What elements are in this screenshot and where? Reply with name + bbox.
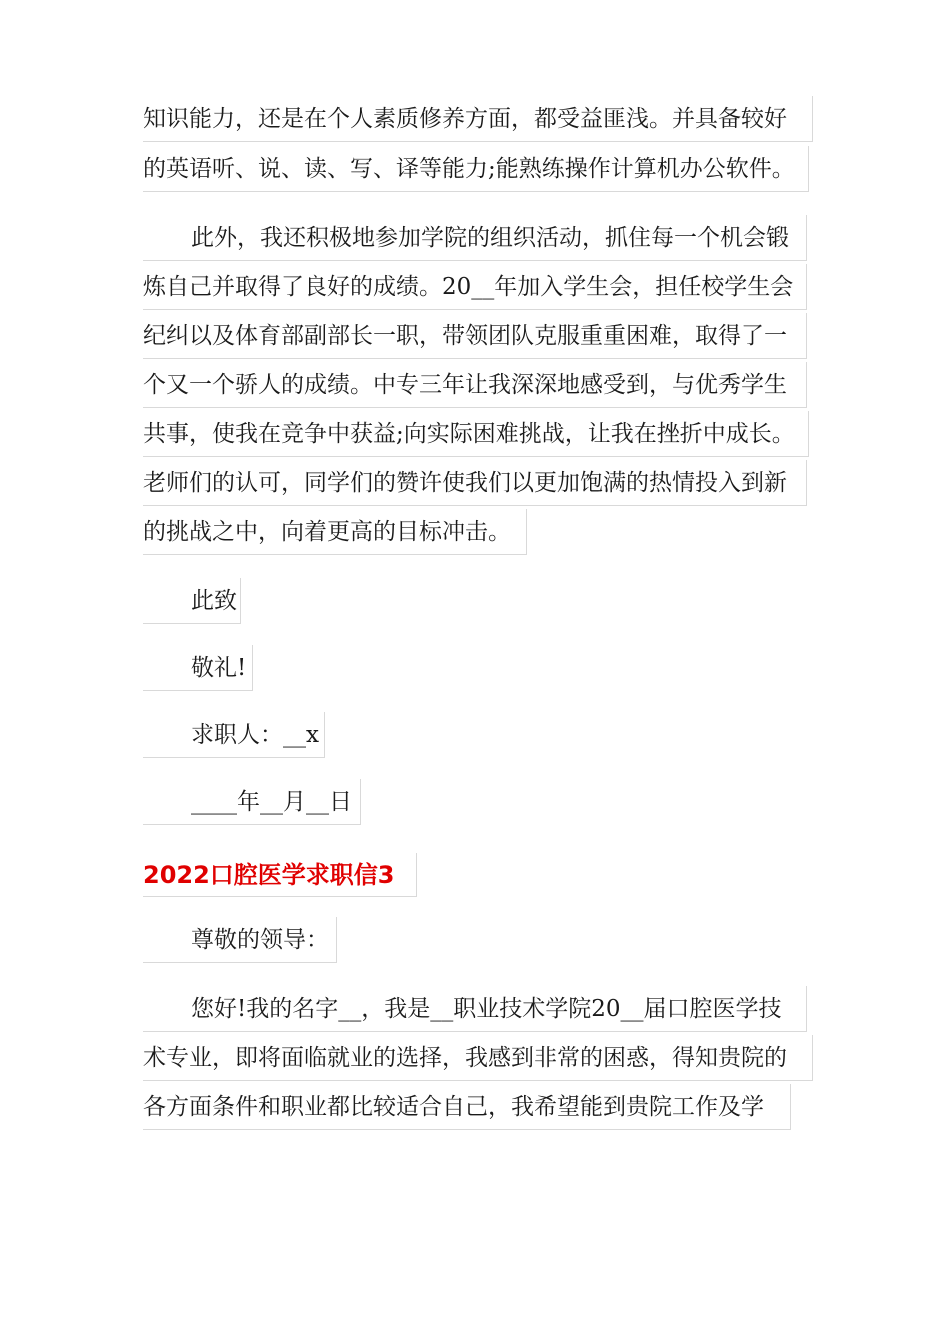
- paragraph-line: 炼自己并取得了良好的成绩。20__年加入学生会，担任校学生会: [143, 264, 807, 310]
- paragraph-line: 此外，我还积极地参加学院的组织活动，抓住每一个机会锻: [143, 215, 807, 261]
- paragraph-line: 的挑战之中，向着更高的目标冲击。: [143, 509, 527, 555]
- paragraph-line: 各方面条件和职业都比较适合自己，我希望能到贵院工作及学: [143, 1084, 791, 1130]
- paragraph-line: 您好!我的名字__，我是__职业技术学院20__届口腔医学技: [143, 986, 807, 1032]
- paragraph-line: 个又一个骄人的成绩。中专三年让我深深地感受到，与优秀学生: [143, 362, 807, 408]
- applicant-signature: 求职人：__x: [143, 712, 325, 758]
- letter-date: ____年__月__日: [143, 779, 361, 825]
- letter-greeting: 尊敬的领导：: [143, 917, 337, 963]
- paragraph-line: 老师们的认可，同学们的赞许使我们以更加饱满的热情投入到新: [143, 460, 807, 506]
- paragraph-line: 共事，使我在竞争中获益;向实际困难挑战，让我在挫折中成长。: [143, 411, 809, 457]
- section-title: 2022口腔医学求职信3: [143, 853, 417, 897]
- closing-regards: 敬礼!: [143, 645, 253, 691]
- paragraph-line: 知识能力，还是在个人素质修养方面，都受益匪浅。并具备较好: [143, 96, 813, 142]
- closing-salutation: 此致: [143, 578, 241, 624]
- paragraph-line: 纪纠以及体育部副部长一职，带领团队克服重重困难，取得了一: [143, 313, 807, 359]
- paragraph-line: 术专业，即将面临就业的选择，我感到非常的困惑，得知贵院的: [143, 1035, 813, 1081]
- paragraph-line: 的英语听、说、读、写、译等能力;能熟练操作计算机办公软件。: [143, 146, 809, 192]
